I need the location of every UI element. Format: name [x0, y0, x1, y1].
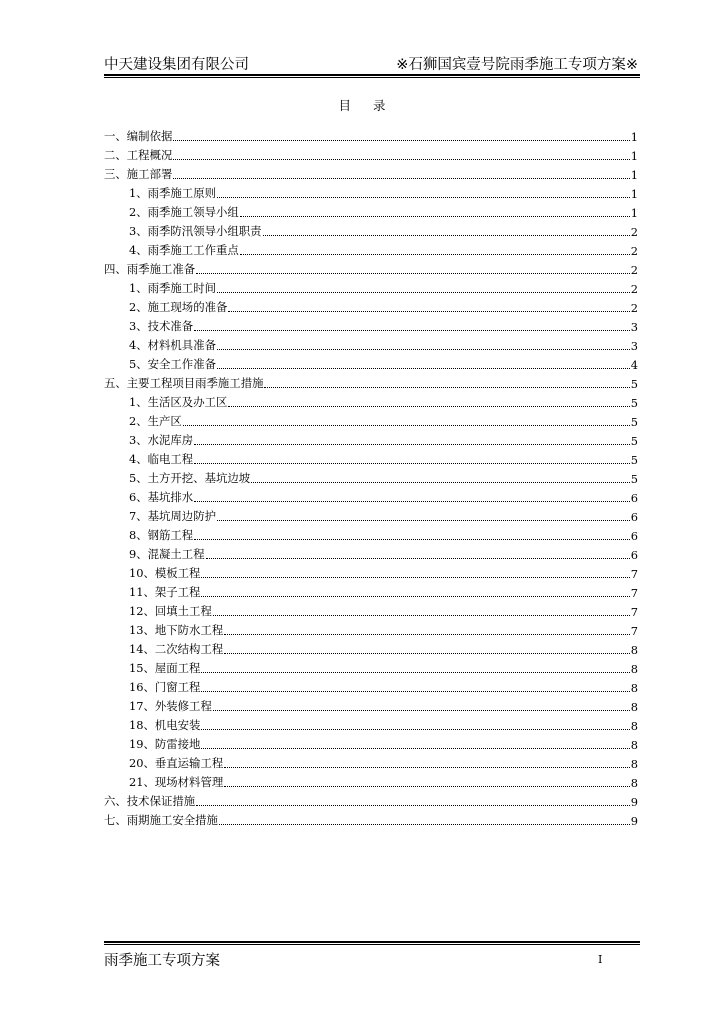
toc-entry-page: 1: [630, 168, 638, 182]
toc-leader-dots: [173, 177, 629, 179]
toc-entry[interactable]: [104, 486, 638, 505]
toc-leader-dots: [224, 766, 630, 768]
toc-leader-dots: [217, 367, 630, 369]
toc-entry-page: 8: [630, 700, 638, 714]
toc-leader-dots: [196, 804, 630, 806]
toc-leader-dots: [173, 139, 629, 141]
toc-entry[interactable]: [104, 125, 638, 144]
toc-entry[interactable]: [104, 315, 638, 334]
toc-entry[interactable]: [104, 562, 638, 581]
company-name: 中天建设集团有限公司: [104, 57, 249, 73]
toc-entry-page: 5: [630, 472, 638, 486]
toc-entry-label: 14、二次结构工程: [129, 642, 224, 656]
toc-entry[interactable]: [104, 448, 638, 467]
toc-entry[interactable]: [104, 467, 638, 486]
toc-entry-label: 七、雨期施工安全措施: [104, 813, 218, 827]
toc-entry[interactable]: [104, 429, 638, 448]
toc-entry-label: 3、雨季防汛领导小组职责: [129, 224, 262, 238]
toc-entry-page: 5: [630, 396, 638, 410]
toc-leader-dots: [263, 234, 630, 236]
toc-leader-dots: [217, 196, 630, 198]
toc-entry-page: 1: [630, 187, 638, 201]
toc-entry[interactable]: [104, 277, 638, 296]
header-rule-thin: [104, 77, 640, 78]
toc-entry-label: 3、水泥库房: [129, 433, 194, 447]
toc-entry-page: 2: [630, 225, 638, 239]
toc-entry[interactable]: [104, 258, 638, 277]
toc-entry-page: 4: [630, 358, 638, 372]
toc-leader-dots: [194, 329, 630, 331]
toc-entry[interactable]: [104, 790, 638, 809]
toc-title: 目录: [338, 98, 408, 113]
toc-leader-dots: [194, 462, 630, 464]
toc-entry-page: 8: [630, 662, 638, 676]
toc-leader-dots: [201, 576, 629, 578]
toc-entry-page: 1: [630, 130, 638, 144]
toc-entry-page: 2: [630, 263, 638, 277]
toc-entry[interactable]: [104, 714, 638, 733]
toc-leader-dots: [201, 671, 629, 673]
toc-entry-label: 7、基坑周边防护: [129, 509, 216, 523]
toc-entry-page: 7: [630, 567, 638, 581]
toc-entry-page: 6: [630, 491, 638, 505]
toc-leader-dots: [194, 443, 630, 445]
toc-leader-dots: [219, 823, 630, 825]
toc-entry-page: 5: [630, 415, 638, 429]
toc-entry-page: 2: [630, 301, 638, 315]
toc-leader-dots: [173, 158, 629, 160]
toc-entry-label: 4、雨季施工工作重点: [129, 243, 239, 257]
toc-entry-page: 8: [630, 757, 638, 771]
toc-entry-label: 4、临电工程: [129, 452, 194, 466]
toc-entry-page: 1: [630, 206, 638, 220]
toc-entry[interactable]: [104, 752, 638, 771]
toc-entry[interactable]: [104, 505, 638, 524]
toc-leader-dots: [194, 538, 630, 540]
toc-entry-label: 6、基坑排水: [129, 490, 194, 504]
toc-entry-label: 12、回填土工程: [129, 604, 212, 618]
toc-entry-label: 21、现场材料管理: [129, 775, 224, 789]
toc-entry-label: 1、雨季施工时间: [129, 281, 216, 295]
toc-entry-label: 三、施工部署: [104, 167, 173, 181]
toc-entry[interactable]: [104, 695, 638, 714]
toc-leader-dots: [213, 614, 630, 616]
header-rule-thick: [104, 74, 640, 76]
toc-entry[interactable]: [104, 543, 638, 562]
toc-entry-page: 2: [630, 282, 638, 296]
toc-leader-dots: [224, 633, 630, 635]
toc-leader-dots: [217, 519, 630, 521]
toc-entry-label: 二、工程概况: [104, 148, 173, 162]
toc-entry-label: 2、生产区: [129, 414, 182, 428]
toc-entry-page: 5: [630, 377, 638, 391]
toc-entry-page: 3: [630, 320, 638, 334]
toc-entry-page: 8: [630, 738, 638, 752]
toc-entry[interactable]: [104, 638, 638, 657]
toc-leader-dots: [251, 481, 630, 483]
toc-entry-label: 10、模板工程: [129, 566, 201, 580]
toc-entry-label: 3、技术准备: [129, 319, 194, 333]
toc-entry-page: 8: [630, 681, 638, 695]
toc-entry-label: 5、土方开挖、基坑边坡: [129, 471, 251, 485]
toc-entry[interactable]: [104, 220, 638, 239]
toc-leader-dots: [264, 386, 629, 388]
toc-entry-page: 8: [630, 776, 638, 790]
toc-leader-dots: [196, 272, 630, 274]
toc-entry-page: 1: [630, 149, 638, 163]
footer-doc-name: 雨季施工专项方案: [104, 953, 220, 969]
toc-entry-page: 5: [630, 453, 638, 467]
footer-page-number: I: [598, 953, 603, 966]
toc-leader-dots: [228, 310, 629, 312]
toc-leader-dots: [183, 424, 630, 426]
toc-entry-label: 四、雨季施工准备: [104, 262, 196, 276]
toc-leader-dots: [201, 690, 629, 692]
toc-leader-dots: [213, 709, 630, 711]
toc-entry[interactable]: [104, 600, 638, 619]
table-of-contents: [104, 125, 638, 828]
toc-entry-label: 2、施工现场的准备: [129, 300, 228, 314]
toc-entry-page: 7: [630, 624, 638, 638]
toc-entry[interactable]: [104, 353, 638, 372]
toc-entry-label: 1、雨季施工原则: [129, 186, 216, 200]
toc-entry-label: 15、屋面工程: [129, 661, 201, 675]
toc-entry-label: 4、材料机具准备: [129, 338, 216, 352]
toc-entry-page: 6: [630, 510, 638, 524]
toc-entry-label: 16、门窗工程: [129, 680, 201, 694]
toc-leader-dots: [201, 728, 629, 730]
toc-entry[interactable]: [104, 771, 638, 790]
toc-entry-label: 11、架子工程: [129, 585, 201, 599]
toc-entry-page: 6: [630, 529, 638, 543]
toc-entry[interactable]: [104, 733, 638, 752]
toc-entry[interactable]: [104, 163, 638, 182]
toc-entry[interactable]: [104, 809, 638, 828]
toc-entry-page: 5: [630, 434, 638, 448]
toc-leader-dots: [228, 405, 629, 407]
toc-entry-label: 1、生活区及办工区: [129, 395, 228, 409]
toc-entry-label: 2、雨季施工领导小组: [129, 205, 239, 219]
toc-entry-label: 19、防雷接地: [129, 737, 201, 751]
toc-entry[interactable]: [104, 657, 638, 676]
toc-leader-dots: [201, 595, 629, 597]
toc-entry-label: 一、编制依据: [104, 129, 173, 143]
toc-entry-label: 五、主要工程项目雨季施工措施: [104, 376, 264, 390]
footer-rule-thick: [104, 941, 640, 943]
toc-entry-page: 3: [630, 339, 638, 353]
toc-entry-label: 18、机电安装: [129, 718, 201, 732]
toc-entry[interactable]: [104, 372, 638, 391]
toc-entry-label: 20、垂直运输工程: [129, 756, 224, 770]
toc-entry[interactable]: [104, 201, 638, 220]
toc-leader-dots: [194, 500, 630, 502]
toc-entry-page: 8: [630, 643, 638, 657]
toc-leader-dots: [240, 215, 630, 217]
footer-rule-thin: [104, 944, 640, 945]
toc-leader-dots: [217, 348, 630, 350]
toc-entry-page: 9: [630, 814, 638, 828]
toc-entry-label: 8、钢筋工程: [129, 528, 194, 542]
page-header: [104, 51, 638, 73]
toc-entry-page: 9: [630, 795, 638, 809]
toc-entry[interactable]: [104, 239, 638, 258]
toc-entry-page: 2: [630, 244, 638, 258]
toc-leader-dots: [240, 253, 630, 255]
toc-leader-dots: [201, 747, 629, 749]
toc-entry[interactable]: [104, 410, 638, 429]
toc-entry-label: 13、地下防水工程: [129, 623, 224, 637]
toc-entry[interactable]: [104, 296, 638, 315]
toc-entry-label: 六、技术保证措施: [104, 794, 196, 808]
toc-leader-dots: [224, 652, 630, 654]
toc-entry-page: 8: [630, 719, 638, 733]
toc-entry[interactable]: [104, 619, 638, 638]
toc-entry[interactable]: [104, 676, 638, 695]
toc-entry-label: 5、安全工作准备: [129, 357, 216, 371]
toc-entry[interactable]: [104, 334, 638, 353]
toc-leader-dots: [206, 557, 630, 559]
toc-entry[interactable]: [104, 144, 638, 163]
toc-entry-page: 6: [630, 548, 638, 562]
toc-leader-dots: [217, 291, 630, 293]
toc-entry[interactable]: [104, 391, 638, 410]
toc-leader-dots: [224, 785, 630, 787]
toc-entry-label: 9、混凝土工程: [129, 547, 205, 561]
toc-entry-label: 17、外装修工程: [129, 699, 212, 713]
toc-entry[interactable]: [104, 182, 638, 201]
toc-entry-page: 7: [630, 605, 638, 619]
project-title: ※石狮国宾壹号院雨季施工专项方案※: [396, 57, 638, 73]
toc-entry[interactable]: [104, 524, 638, 543]
toc-entry-page: 7: [630, 586, 638, 600]
toc-entry[interactable]: [104, 581, 638, 600]
